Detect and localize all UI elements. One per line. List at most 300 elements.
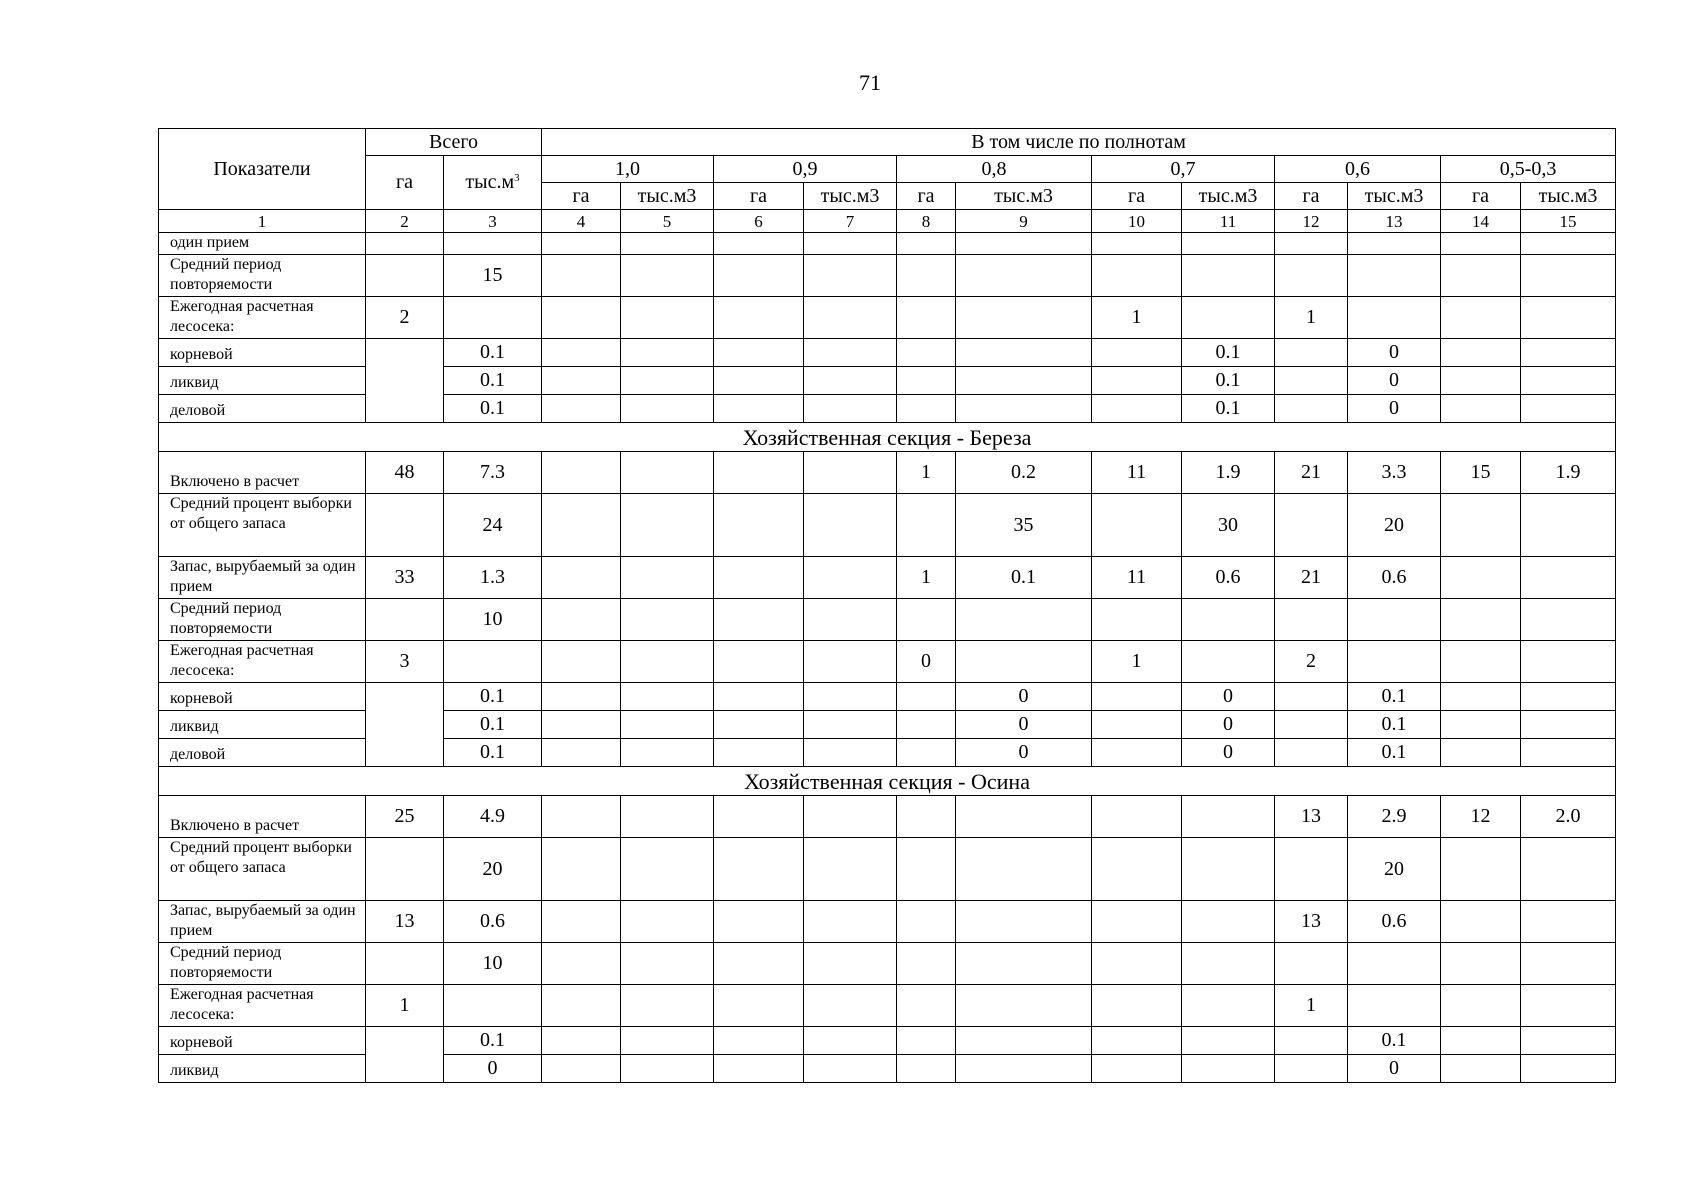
value-cell: 0.1 (1348, 711, 1441, 739)
value-cell (1182, 599, 1275, 641)
value-cell (1441, 943, 1521, 985)
value-cell (897, 739, 956, 767)
value-cell: 0.1 (1348, 1027, 1441, 1055)
value-cell (1092, 255, 1182, 297)
value-cell: 30 (1182, 494, 1275, 557)
value-cell (1521, 557, 1616, 599)
value-cell (444, 297, 542, 339)
value-cell (804, 297, 897, 339)
value-cell: 3 (366, 641, 444, 683)
value-cell (897, 985, 956, 1027)
value-cell (804, 901, 897, 943)
value-cell (621, 739, 714, 767)
value-cell (897, 943, 956, 985)
value-cell (956, 838, 1092, 901)
table-row (159, 1027, 1616, 1055)
value-cell (542, 255, 621, 297)
row-label: Запас, вырубаемый за один прием (159, 901, 366, 943)
header-density: 0,7 (1092, 156, 1275, 183)
row-label: Включено в расчет (159, 796, 366, 838)
value-cell (1521, 641, 1616, 683)
value-cell (1275, 367, 1348, 395)
value-cell (1092, 395, 1182, 423)
value-cell: 13 (366, 901, 444, 943)
value-cell (1348, 599, 1441, 641)
value-cell (1275, 739, 1348, 767)
value-cell (542, 796, 621, 838)
value-cell (897, 367, 956, 395)
value-cell (714, 796, 804, 838)
value-cell (1092, 796, 1182, 838)
value-cell (956, 297, 1092, 339)
value-cell: 21 (1275, 452, 1348, 494)
value-cell (897, 1027, 956, 1055)
value-cell (1441, 599, 1521, 641)
value-cell (621, 297, 714, 339)
header-indicators: Показатели (159, 129, 366, 210)
column-number: 11 (1182, 210, 1275, 233)
value-cell: 0 (1182, 683, 1275, 711)
value-cell (1348, 943, 1441, 985)
value-cell (1182, 838, 1275, 901)
value-cell: 0.1 (1182, 395, 1275, 423)
value-cell (714, 255, 804, 297)
value-cell (1348, 255, 1441, 297)
table-row (159, 233, 1616, 255)
value-cell: 0.6 (1348, 901, 1441, 943)
value-cell (804, 838, 897, 901)
value-cell (956, 985, 1092, 1027)
value-cell: 0.6 (444, 901, 542, 943)
value-cell (1275, 683, 1348, 711)
value-cell (542, 711, 621, 739)
value-cell (1521, 901, 1616, 943)
value-cell: 0 (1348, 367, 1441, 395)
value-cell (1182, 233, 1275, 255)
value-cell (1092, 367, 1182, 395)
header-total-ha: га (366, 156, 444, 210)
value-cell (1441, 339, 1521, 367)
value-cell: 0.1 (444, 711, 542, 739)
unit-superscript: 3 (514, 172, 520, 184)
value-cell (1521, 1027, 1616, 1055)
section-title: Хозяйственная секция - Осина (159, 767, 1616, 796)
value-cell (1348, 233, 1441, 255)
value-cell: 1.9 (1182, 452, 1275, 494)
value-cell: 0 (1182, 739, 1275, 767)
value-cell (956, 1027, 1092, 1055)
value-cell (804, 599, 897, 641)
value-cell (542, 641, 621, 683)
value-cell (1092, 943, 1182, 985)
value-cell (714, 339, 804, 367)
value-cell (897, 711, 956, 739)
value-cell (621, 233, 714, 255)
value-cell (1092, 711, 1182, 739)
value-cell (542, 395, 621, 423)
value-cell: 25 (366, 796, 444, 838)
table-row (159, 494, 1616, 557)
table-row (159, 599, 1616, 641)
value-cell (366, 255, 444, 297)
value-cell: 2.9 (1348, 796, 1441, 838)
header-density: 0,9 (714, 156, 897, 183)
value-cell (621, 494, 714, 557)
value-cell (956, 599, 1092, 641)
value-cell (1441, 711, 1521, 739)
value-cell: 7.3 (444, 452, 542, 494)
value-cell (804, 367, 897, 395)
header-ha: га (1441, 183, 1521, 210)
row-label: Средний период повторяемости (159, 599, 366, 641)
value-cell (714, 367, 804, 395)
value-cell: 1.9 (1521, 452, 1616, 494)
value-cell (714, 683, 804, 711)
value-cell (542, 1027, 621, 1055)
row-label: Ежегодная расчетная лесосека: (159, 985, 366, 1027)
table-row (159, 901, 1616, 943)
column-number: 4 (542, 210, 621, 233)
value-cell (621, 838, 714, 901)
value-cell (1182, 1055, 1275, 1083)
value-cell: 0.1 (444, 1027, 542, 1055)
value-cell (804, 557, 897, 599)
value-cell (804, 711, 897, 739)
value-cell (714, 1027, 804, 1055)
page-number: 71 (859, 70, 881, 95)
value-cell: 1 (1092, 641, 1182, 683)
value-cell: 0 (1348, 1055, 1441, 1083)
value-cell (897, 838, 956, 901)
column-number: 12 (1275, 210, 1348, 233)
row-label: ликвид (159, 711, 366, 739)
table-row (159, 985, 1616, 1027)
value-cell: 33 (366, 557, 444, 599)
value-cell (1182, 943, 1275, 985)
value-cell: 10 (444, 943, 542, 985)
column-number: 9 (956, 210, 1092, 233)
value-cell (1441, 557, 1521, 599)
value-cell (1182, 1027, 1275, 1055)
value-cell (1441, 367, 1521, 395)
value-cell (1182, 901, 1275, 943)
value-cell (1275, 711, 1348, 739)
value-cell (1182, 985, 1275, 1027)
column-number: 8 (897, 210, 956, 233)
value-cell (542, 452, 621, 494)
value-cell (956, 367, 1092, 395)
value-cell (897, 297, 956, 339)
value-cell (804, 641, 897, 683)
value-cell (1092, 838, 1182, 901)
value-cell (1521, 599, 1616, 641)
value-cell (1275, 339, 1348, 367)
value-cell: 1 (897, 557, 956, 599)
value-cell: 2 (1275, 641, 1348, 683)
value-cell (621, 557, 714, 599)
value-cell (804, 943, 897, 985)
value-cell: 1.3 (444, 557, 542, 599)
value-cell (897, 796, 956, 838)
header-total: Всего (366, 129, 542, 156)
value-cell (1521, 255, 1616, 297)
row-label: ликвид (159, 1055, 366, 1083)
value-cell (1441, 395, 1521, 423)
column-number: 6 (714, 210, 804, 233)
value-cell (1275, 838, 1348, 901)
value-cell (621, 943, 714, 985)
value-cell (1441, 838, 1521, 901)
value-cell (1275, 494, 1348, 557)
value-cell: 0 (956, 711, 1092, 739)
value-cell: 0 (956, 739, 1092, 767)
column-number: 10 (1092, 210, 1182, 233)
value-cell (804, 1027, 897, 1055)
column-number: 5 (621, 210, 714, 233)
value-cell (1521, 838, 1616, 901)
value-cell: 1 (366, 985, 444, 1027)
value-cell (804, 739, 897, 767)
section-row (159, 423, 1616, 452)
value-cell (804, 255, 897, 297)
value-cell: 0 (897, 641, 956, 683)
row-label: Средний период повторяемости (159, 943, 366, 985)
value-cell (621, 683, 714, 711)
value-cell (897, 255, 956, 297)
value-cell (1521, 985, 1616, 1027)
value-cell (621, 255, 714, 297)
header-density: 0,5-0,3 (1441, 156, 1616, 183)
value-cell: 0 (1348, 339, 1441, 367)
forest-cut-table (158, 128, 1616, 1083)
value-cell (804, 395, 897, 423)
value-cell (1182, 297, 1275, 339)
value-cell: 3.3 (1348, 452, 1441, 494)
value-cell (714, 395, 804, 423)
header-including: В том числе по полнотам (542, 129, 1616, 156)
value-cell (1275, 943, 1348, 985)
value-cell: 15 (1441, 452, 1521, 494)
value-cell (1441, 255, 1521, 297)
value-cell (714, 711, 804, 739)
value-cell (621, 711, 714, 739)
empty-merged-cell (366, 1027, 444, 1083)
value-cell: 13 (1275, 796, 1348, 838)
value-cell (542, 683, 621, 711)
value-cell: 0.1 (1348, 739, 1441, 767)
table-body (159, 129, 1616, 1083)
value-cell (542, 1055, 621, 1083)
value-cell (714, 494, 804, 557)
value-cell (1521, 739, 1616, 767)
value-cell: 21 (1275, 557, 1348, 599)
value-cell (1092, 233, 1182, 255)
value-cell (1441, 901, 1521, 943)
empty-merged-cell (366, 683, 444, 767)
value-cell (1275, 395, 1348, 423)
value-cell: 20 (444, 838, 542, 901)
value-cell (621, 901, 714, 943)
value-cell (1521, 683, 1616, 711)
value-cell (714, 557, 804, 599)
column-number: 15 (1521, 210, 1616, 233)
value-cell: 0.1 (956, 557, 1092, 599)
value-cell (897, 233, 956, 255)
value-cell (542, 943, 621, 985)
value-cell (1182, 641, 1275, 683)
value-cell (1182, 255, 1275, 297)
row-label: Ежегодная расчетная лесосека: (159, 641, 366, 683)
value-cell (1441, 297, 1521, 339)
header-row-1 (159, 129, 1616, 156)
value-cell (1348, 297, 1441, 339)
value-cell (956, 255, 1092, 297)
value-cell (1092, 599, 1182, 641)
value-cell (621, 339, 714, 367)
value-cell (1441, 494, 1521, 557)
value-cell (897, 494, 956, 557)
row-label: Запас, вырубаемый за один прием (159, 557, 366, 599)
value-cell: 0 (444, 1055, 542, 1083)
value-cell (1275, 255, 1348, 297)
value-cell (444, 641, 542, 683)
value-cell (1092, 1027, 1182, 1055)
header-m3: тыс.м3 (621, 183, 714, 210)
value-cell (366, 599, 444, 641)
row-label: ликвид (159, 367, 366, 395)
header-row-2 (159, 156, 1616, 183)
value-cell: 0.1 (444, 739, 542, 767)
value-cell (1275, 233, 1348, 255)
value-cell (366, 233, 444, 255)
value-cell (366, 838, 444, 901)
value-cell (1521, 297, 1616, 339)
value-cell (1521, 339, 1616, 367)
value-cell: 2 (366, 297, 444, 339)
value-cell (444, 985, 542, 1027)
value-cell (542, 901, 621, 943)
value-cell (956, 339, 1092, 367)
header-ha: га (1275, 183, 1348, 210)
value-cell (1441, 985, 1521, 1027)
value-cell (804, 1055, 897, 1083)
value-cell (542, 985, 621, 1027)
value-cell: 0.1 (1348, 683, 1441, 711)
value-cell (444, 233, 542, 255)
value-cell (804, 985, 897, 1027)
value-cell (956, 1055, 1092, 1083)
value-cell (1348, 641, 1441, 683)
value-cell (621, 367, 714, 395)
row-label: один прием (159, 233, 366, 255)
value-cell (956, 901, 1092, 943)
value-cell (1092, 683, 1182, 711)
value-cell (1521, 1055, 1616, 1083)
value-cell: 0 (1348, 395, 1441, 423)
value-cell (897, 901, 956, 943)
table-row (159, 796, 1616, 838)
header-ha: га (714, 183, 804, 210)
value-cell: 24 (444, 494, 542, 557)
value-cell: 0.2 (956, 452, 1092, 494)
value-cell (897, 683, 956, 711)
value-cell (714, 838, 804, 901)
value-cell (1441, 739, 1521, 767)
value-cell: 0.1 (444, 367, 542, 395)
value-cell: 12 (1441, 796, 1521, 838)
value-cell: 0.1 (1182, 367, 1275, 395)
row-label: деловой (159, 395, 366, 423)
header-m3: тыс.м3 (1348, 183, 1441, 210)
value-cell (956, 395, 1092, 423)
header-total-m3 (444, 156, 542, 210)
empty-merged-cell (366, 339, 444, 423)
value-cell (714, 452, 804, 494)
value-cell (621, 641, 714, 683)
value-cell: 1 (1275, 985, 1348, 1027)
value-cell (804, 683, 897, 711)
column-number: 7 (804, 210, 897, 233)
row-label: Средний процент выборки от общего запаса (159, 838, 366, 901)
header-ha: га (542, 183, 621, 210)
value-cell (714, 901, 804, 943)
value-cell (1182, 796, 1275, 838)
value-cell (1441, 1027, 1521, 1055)
unit-text: тыс.м (465, 171, 515, 193)
value-cell (542, 557, 621, 599)
row-label: корневой (159, 1027, 366, 1055)
row-label: деловой (159, 739, 366, 767)
value-cell (1348, 985, 1441, 1027)
value-cell: 0.1 (444, 395, 542, 423)
value-cell (621, 599, 714, 641)
value-cell (804, 452, 897, 494)
value-cell (1521, 233, 1616, 255)
row-label: корневой (159, 683, 366, 711)
row-label: Ежегодная расчетная лесосека: (159, 297, 366, 339)
value-cell (1521, 367, 1616, 395)
value-cell (1441, 233, 1521, 255)
value-cell: 1 (1092, 297, 1182, 339)
column-number: 1 (159, 210, 366, 233)
table-row (159, 452, 1616, 494)
value-cell (714, 985, 804, 1027)
value-cell (1092, 1055, 1182, 1083)
value-cell (956, 943, 1092, 985)
value-cell (542, 233, 621, 255)
column-number: 13 (1348, 210, 1441, 233)
value-cell: 0.6 (1182, 557, 1275, 599)
value-cell: 20 (1348, 494, 1441, 557)
value-cell (897, 395, 956, 423)
value-cell (542, 297, 621, 339)
value-cell (542, 838, 621, 901)
value-cell: 11 (1092, 557, 1182, 599)
value-cell: 1 (897, 452, 956, 494)
value-cell: 0 (1182, 711, 1275, 739)
value-cell: 0.6 (1348, 557, 1441, 599)
value-cell (621, 452, 714, 494)
value-cell (1521, 711, 1616, 739)
value-cell: 1 (1275, 297, 1348, 339)
value-cell (804, 233, 897, 255)
header-density: 0,6 (1275, 156, 1441, 183)
header-m3: тыс.м3 (1521, 183, 1616, 210)
value-cell (1092, 494, 1182, 557)
value-cell (1275, 1055, 1348, 1083)
table-row (159, 557, 1616, 599)
value-cell (897, 339, 956, 367)
